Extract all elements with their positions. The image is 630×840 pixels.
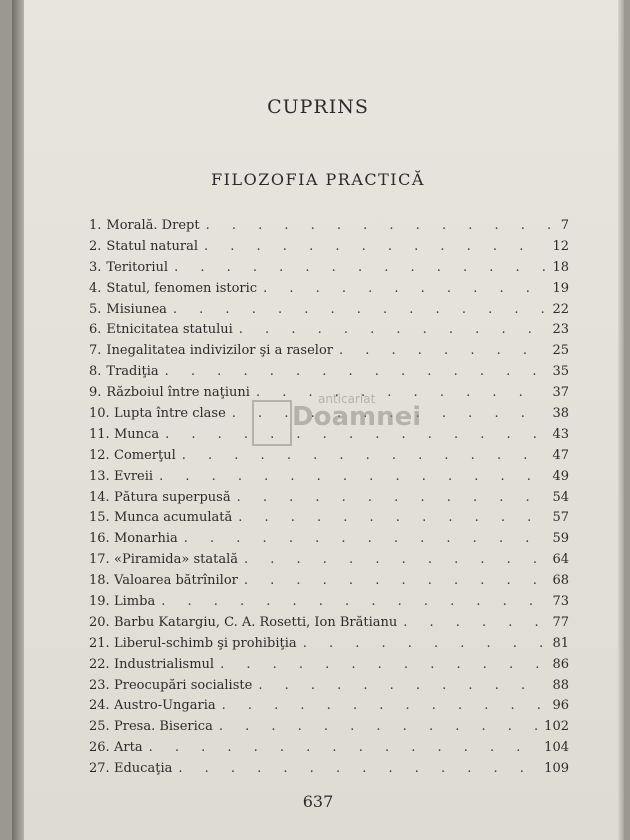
toc-entry-number: 3. — [89, 259, 102, 275]
dot-leader — [220, 655, 546, 676]
toc-entry-number: 1. — [89, 218, 102, 233]
page-right-edge — [618, 0, 624, 840]
toc-entry-page: 37 — [552, 385, 569, 401]
toc-entry-page: 104 — [544, 740, 569, 756]
dot-leader — [403, 613, 546, 634]
dot-leader — [165, 362, 547, 383]
toc-entry-title: Presa. Biserica — [114, 719, 213, 735]
dot-leader — [237, 488, 547, 509]
dot-leader — [206, 216, 555, 237]
toc-entry-title: Austro-Ungaria — [114, 698, 216, 714]
toc-entry-page: 43 — [552, 426, 569, 442]
toc-entry-page: 59 — [552, 531, 569, 547]
toc-entry-page: 35 — [552, 364, 569, 380]
toc-entry-page: 96 — [552, 698, 569, 714]
section-heading: FILOZOFIA PRACTICĂ — [211, 170, 425, 189]
toc-entry-page: 19 — [552, 280, 569, 296]
toc-entry — [89, 634, 569, 655]
toc-entry-number: 21. — [89, 635, 110, 651]
toc-entry — [89, 341, 569, 362]
toc-entry-page: 68 — [552, 573, 569, 589]
toc-entry-page: 77 — [552, 614, 569, 630]
toc-entry-page: 109 — [544, 761, 569, 777]
toc-entry-number: 27. — [89, 761, 110, 777]
dot-leader — [258, 676, 546, 697]
toc-entry-number: 18. — [89, 573, 110, 589]
toc-entry-title: Statul natural — [106, 238, 199, 254]
toc-entry — [89, 279, 569, 300]
toc-entry-title: Războiul între naţiuni — [106, 385, 250, 401]
toc-entry-title: Etnicitatea statului — [106, 322, 233, 338]
toc-entry — [89, 571, 569, 592]
toc-entry-number: 7. — [89, 343, 102, 359]
toc-entry-title: Barbu Katargiu, C. A. Rosetti, Ion Brătianu — [114, 614, 398, 630]
dot-leader — [244, 571, 547, 592]
dot-leader — [178, 759, 538, 780]
dot-leader — [174, 258, 546, 279]
watermark-big-text: Doamnei — [292, 402, 422, 432]
toc-entry — [89, 717, 569, 738]
toc-entry-title: Morală. Drept — [106, 218, 200, 233]
toc-entry-number: 23. — [89, 677, 110, 693]
toc-entry-page: 12 — [552, 238, 569, 254]
dot-leader — [204, 237, 546, 258]
toc-entry-page: 54 — [552, 489, 569, 505]
toc-entry-title: Liberul-schimb şi prohibiţia — [114, 635, 297, 651]
toc-entry — [89, 550, 569, 571]
toc-entry-title: Limba — [114, 594, 156, 610]
toc-entry-number: 24. — [89, 698, 110, 714]
toc-entry-number: 11. — [89, 426, 110, 442]
toc-entry — [89, 237, 569, 258]
toc-entry-number: 9. — [89, 385, 102, 401]
toc-entry-page: 86 — [552, 656, 569, 672]
toc-entry-number: 25. — [89, 719, 110, 735]
toc-entry-title: Teritoriul — [106, 259, 169, 275]
contents-heading: CUPRINS — [267, 96, 369, 118]
toc-entry-page: 73 — [552, 594, 569, 610]
toc-entry — [89, 362, 569, 383]
watermark-small-text: anticariat — [318, 392, 376, 406]
dot-leader — [238, 508, 546, 529]
toc-entry-page: 88 — [552, 677, 569, 693]
toc-entry-page: 22 — [552, 301, 569, 317]
toc-entry — [89, 759, 569, 780]
toc-entry-number: 15. — [89, 510, 110, 526]
toc-entry — [89, 529, 569, 550]
dot-leader — [161, 592, 546, 613]
toc-entry-number: 13. — [89, 468, 110, 484]
toc-entry-title: Valoarea bătrînilor — [114, 573, 238, 589]
dot-leader — [339, 341, 546, 362]
toc-entry — [89, 320, 569, 341]
toc-entry-number: 12. — [89, 447, 110, 463]
dot-leader — [149, 738, 539, 759]
toc-entry-number: 26. — [89, 740, 110, 756]
watermark-logo — [252, 392, 422, 446]
dot-leader — [244, 550, 546, 571]
toc-entry-page: 7 — [560, 218, 569, 233]
toc-entry-number: 16. — [89, 531, 110, 547]
dot-leader — [184, 529, 547, 550]
toc-entry-page: 38 — [552, 406, 569, 422]
book-page — [12, 0, 624, 840]
dot-leader — [303, 634, 547, 655]
dot-leader — [173, 300, 547, 321]
toc-entry-number: 2. — [89, 238, 102, 254]
toc-entry-number: 14. — [89, 489, 110, 505]
toc-entry-title: Pătura superpusă — [114, 489, 231, 505]
toc-entry-title: Evreii — [114, 468, 154, 484]
toc-entry-page: 81 — [552, 635, 569, 651]
toc-entry-number: 17. — [89, 552, 110, 568]
toc-entry-number: 19. — [89, 594, 110, 610]
toc-entry-number: 10. — [89, 406, 110, 422]
toc-entry-title: Statul, fenomen istoric — [106, 280, 258, 296]
toc-entry — [89, 300, 569, 321]
toc-entry-number: 8. — [89, 364, 102, 380]
toc-entry-page: 25 — [552, 343, 569, 359]
dot-leader — [219, 717, 538, 738]
toc-entry-page: 102 — [544, 719, 569, 735]
toc-entry-page: 49 — [552, 468, 569, 484]
toc-entry — [89, 738, 569, 759]
toc-entry-number: 6. — [89, 322, 102, 338]
page-left-edge-shadow — [12, 0, 24, 840]
toc-entry-title: Comerţul — [114, 447, 176, 463]
toc-entry-title: Arta — [114, 740, 143, 756]
toc-entry — [89, 696, 569, 717]
toc-entry-title: Misiunea — [106, 301, 167, 317]
page-number: 637 — [302, 792, 334, 811]
dot-leader — [263, 279, 546, 300]
toc-entry-title: Preocupări socialiste — [114, 677, 253, 693]
toc-entry-title: Tradiţia — [106, 364, 159, 380]
toc-entry-number: 20. — [89, 614, 110, 630]
toc-entry — [89, 467, 569, 488]
toc-entry — [89, 258, 569, 279]
toc-entry-title: Munca acumulată — [114, 510, 233, 526]
toc-entry-title: Industrialismul — [114, 656, 215, 672]
table-of-contents — [89, 216, 569, 780]
toc-entry — [89, 216, 569, 237]
toc-entry-page: 18 — [552, 259, 569, 275]
toc-entry — [89, 676, 569, 697]
toc-entry — [89, 592, 569, 613]
toc-entry — [89, 488, 569, 509]
dot-leader — [239, 320, 547, 341]
toc-entry-title: Monarhia — [114, 531, 178, 547]
dot-leader — [159, 467, 546, 488]
toc-entry-number: 5. — [89, 301, 102, 317]
toc-entry-title: Lupta între clase — [114, 406, 226, 422]
toc-entry-number: 4. — [89, 280, 102, 296]
toc-entry-page: 57 — [552, 510, 569, 526]
toc-entry-title: «Piramida» statală — [114, 552, 238, 568]
toc-entry-number: 22. — [89, 656, 110, 672]
watermark-book-icon — [252, 400, 292, 446]
toc-entry-title: Educaţia — [114, 761, 173, 777]
toc-entry — [89, 508, 569, 529]
toc-entry-page: 47 — [552, 447, 569, 463]
dot-leader — [182, 446, 547, 467]
toc-entry — [89, 613, 569, 634]
toc-entry-page: 64 — [552, 552, 569, 568]
toc-entry-title: Munca — [114, 426, 160, 442]
toc-entry — [89, 655, 569, 676]
toc-entry-title: Inegalitatea indivizilor şi a raselor — [106, 343, 333, 359]
dot-leader — [222, 696, 547, 717]
toc-entry — [89, 446, 569, 467]
toc-entry-page: 23 — [552, 322, 569, 338]
